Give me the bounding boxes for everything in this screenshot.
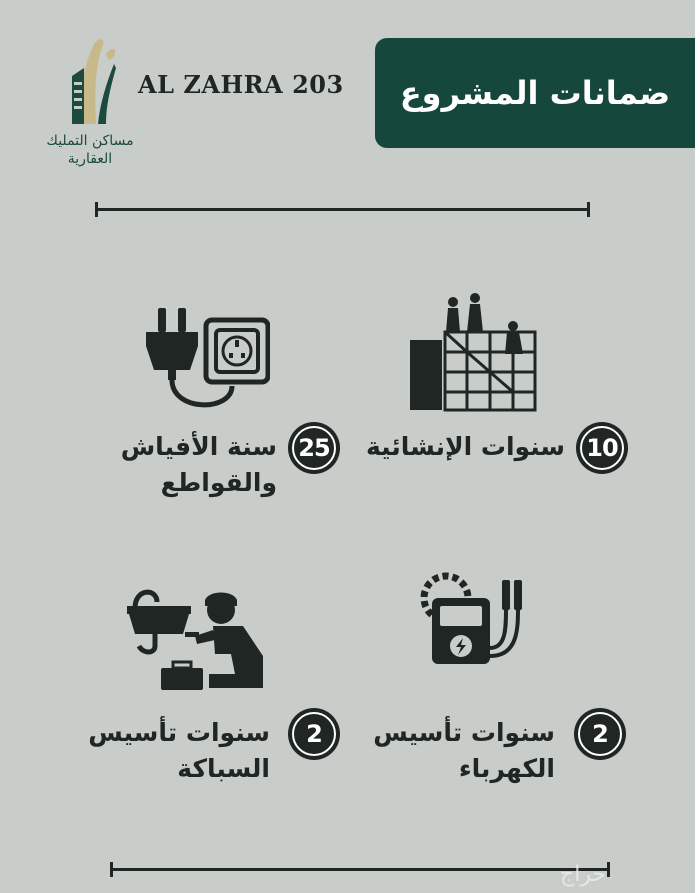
page-title: ضمانات المشروع [399, 74, 671, 112]
plug-socket-icon [140, 300, 270, 415]
company-name-line2: العقارية [67, 151, 113, 167]
guarantee-years-badge: 25 [288, 422, 340, 474]
guarantee-years-badge: 2 [288, 708, 340, 760]
watermark: حراج [560, 862, 607, 887]
company-name-line1: مساكن التمليك [46, 133, 134, 149]
divider-top [95, 208, 590, 211]
guarantee-years-badge: 2 [574, 708, 626, 760]
company-logo [40, 34, 140, 174]
electric-meter-icon [410, 568, 525, 668]
project-name: AL ZAHRA 203 [138, 70, 344, 99]
title-banner [375, 38, 695, 148]
building-logo-icon [54, 34, 126, 130]
guarantee-label-electrical: سنوات تأسيس الكهرباء [373, 718, 555, 783]
page-edge [695, 0, 700, 893]
guarantee-label-plumbing: سنوات تأسيس السباكة [88, 718, 270, 783]
plumber-icon [125, 584, 270, 694]
guarantee-label-sockets: سنة الأفياش والقواطع [120, 432, 277, 497]
construction-workers-icon [405, 292, 545, 412]
guarantee-label-structural: سنوات الإنشائية [365, 432, 565, 461]
divider-bottom [110, 868, 610, 871]
guarantee-years-badge: 10 [576, 422, 628, 474]
